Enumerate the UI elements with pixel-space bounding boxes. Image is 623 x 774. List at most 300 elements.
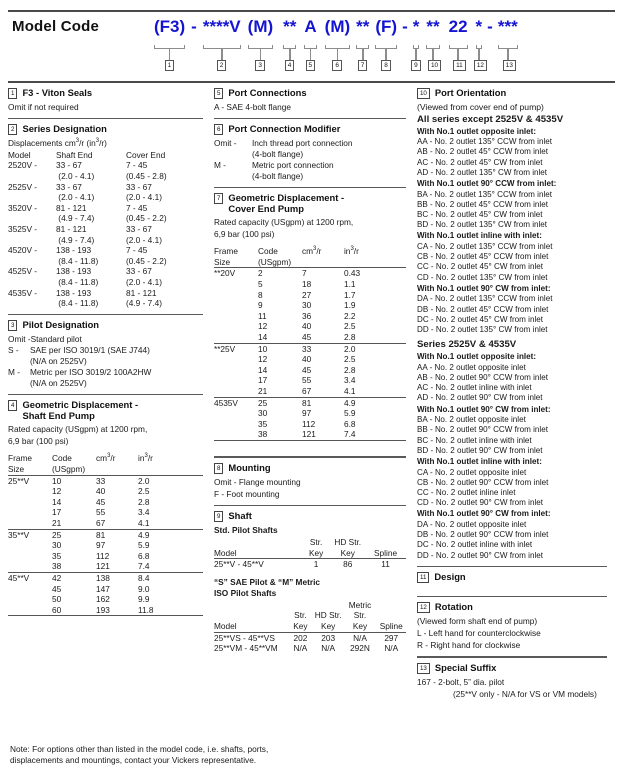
cell: 60 — [52, 604, 62, 615]
port-orientation-caption: (Viewed from cover end of pump) — [416, 101, 544, 112]
cell: 2.2 — [343, 310, 356, 321]
section-badge-10: 10 — [417, 88, 430, 99]
cell: 4.1 — [343, 385, 356, 396]
section-rotation — [417, 601, 607, 651]
cell: 25**V — [8, 475, 52, 486]
cell: 55 — [96, 507, 106, 518]
cell: 7 - 45 — [126, 245, 148, 256]
cell: 5.9 — [343, 408, 356, 419]
section-title-1: F3 - Viton Seals — [22, 86, 93, 98]
model-code-string — [154, 17, 523, 37]
table-row — [8, 605, 203, 616]
table-row — [214, 257, 406, 268]
orientation-item: CC - No. 2 outlet 45° CW from inlet — [416, 262, 543, 272]
std-pilot-shafts-table — [214, 537, 406, 570]
section-title-7 — [228, 192, 344, 214]
section-title-12: Rotation — [434, 601, 473, 613]
code-segment-8: (F) — [375, 17, 398, 36]
cell: 97 — [301, 408, 312, 419]
cell: (2.0 - 4.1) — [56, 171, 95, 182]
cell: 14 — [257, 331, 268, 342]
list-item-value: SAE per ISO 3019/1 (SAE J744) — [30, 345, 150, 356]
section-title-5: Port Connections — [228, 86, 307, 98]
callout-number: 9 — [411, 60, 421, 71]
callout-number: 7 — [358, 60, 368, 71]
cell — [8, 213, 56, 224]
port-connection-modifier-list — [214, 138, 406, 182]
divider — [417, 656, 607, 657]
cell — [8, 584, 52, 595]
list-item-value: Metric port connection — [251, 159, 334, 170]
special-suffix-line1: 167 - 2-bolt, 5” dia. pilot — [416, 676, 505, 687]
cell — [8, 561, 52, 572]
rotation-caption: (Viewed form shaft end of pump) — [416, 616, 538, 627]
section-title-3: Pilot Designation — [22, 319, 100, 331]
divider — [8, 118, 203, 119]
cell: 3.4 — [138, 507, 150, 518]
callout-number: 6 — [332, 60, 342, 71]
std-pilot-shafts-label: Std. Pilot Shafts — [213, 525, 278, 536]
cell: 6.8 — [343, 418, 356, 429]
orientation-item: AB - No. 2 outlet 45° CCW from inlet — [416, 147, 548, 157]
code-segment-3: (M) — [247, 17, 274, 36]
table-row — [214, 548, 406, 559]
cover-end-displacement-table — [214, 246, 406, 451]
orientation-item: DB - No. 2 outlet 45° CCW from inlet — [416, 304, 549, 314]
cell: 9.0 — [138, 583, 150, 594]
table-row — [8, 213, 203, 224]
cell — [214, 600, 288, 621]
cell: 138 — [96, 572, 138, 583]
section-badge-5: 5 — [214, 88, 223, 99]
cell: 27 — [301, 289, 312, 300]
section-badge-9: 9 — [214, 511, 223, 522]
cell: 4.1 — [138, 517, 150, 528]
list-item-key: S - — [8, 345, 19, 356]
cell: 203 — [313, 632, 344, 643]
footer-note-line2: displacements and mountings, contact your Vickers representative. — [10, 755, 257, 765]
cell: 7 - 45 — [126, 160, 148, 171]
code-segment-11: ** — [426, 17, 440, 36]
cell: 7 - 45 — [126, 202, 148, 213]
cell: 292N — [350, 643, 370, 654]
cell — [8, 171, 56, 182]
cell: $in^3/r$ — [138, 453, 153, 464]
table-row — [8, 475, 203, 486]
cell: 86 — [330, 559, 365, 570]
cell: (2.0 - 4.1) — [126, 277, 162, 288]
cell: 25**VS - 45**VS — [214, 632, 288, 643]
orientation-group-header: With No.1 outlet inline with inlet: — [416, 231, 542, 241]
cell: 81 - 121 — [126, 287, 157, 298]
cell: Code — [52, 453, 72, 464]
list-item: R - Right hand for clockwise — [416, 640, 521, 651]
table-row — [8, 464, 203, 475]
section-title-11: Design — [434, 571, 466, 583]
cell: 35 — [52, 550, 62, 561]
cell: Key — [321, 621, 336, 632]
cell: 35**V — [8, 529, 52, 540]
table-row — [214, 397, 406, 408]
cell: 7.4 — [138, 561, 150, 572]
cell — [214, 365, 258, 376]
table-row — [214, 559, 406, 570]
cell — [8, 486, 52, 497]
cell: 297 — [377, 632, 406, 643]
special-suffix-line2: (25**V only - N/A for VS or VM models) — [452, 688, 597, 699]
column-middle — [211, 87, 414, 702]
table-row — [8, 224, 203, 235]
cell: Frame — [213, 246, 238, 257]
cover-end-caption-2: 6,9 bar (100 psi) — [213, 229, 275, 240]
section-badge-13: 13 — [417, 663, 430, 674]
cell: N/A — [293, 643, 308, 654]
list-item-value: Inch thread port connection — [251, 137, 353, 148]
cell: 67 — [301, 385, 312, 396]
cell: 40 — [301, 354, 312, 365]
code-segment-4: ** — [283, 17, 297, 36]
list-item: L - Left hand for counterclockwise — [416, 628, 541, 639]
pilot-designation-list — [8, 334, 203, 389]
cell: (8.4 - 11.8) — [56, 255, 99, 266]
section-title-9: Shaft — [228, 510, 252, 522]
section-badge-1: 1 — [8, 88, 17, 99]
table-row — [8, 486, 203, 497]
sae-metric-label-line1: “S” SAE Pilot & “M” Metric — [213, 576, 320, 587]
section-port-connection-modifier — [214, 123, 406, 182]
list-item — [214, 171, 406, 182]
cell — [52, 616, 96, 627]
cell: Model — [8, 149, 31, 160]
cell: 112 — [96, 550, 110, 561]
page-title: Model Code — [12, 18, 99, 35]
table-row — [8, 182, 203, 193]
code-segment-7: ** — [356, 17, 370, 36]
content-columns — [8, 87, 615, 702]
cell: Size — [213, 256, 231, 267]
section-viton-seals — [8, 87, 203, 113]
orientation-item: AC - No. 2 outlet 45° CW from inlet — [416, 157, 543, 167]
table-row — [214, 311, 406, 322]
cell: HD Str. — [314, 610, 342, 621]
orientation-group-header: With No.1 outlet opposite inlet: — [416, 126, 537, 136]
list-item — [214, 149, 406, 160]
orientation-item: AD - No. 2 outlet 135° CW from inlet — [416, 167, 548, 177]
cell — [96, 464, 138, 475]
list-item — [8, 345, 203, 356]
cell — [214, 537, 302, 548]
orientation-item: CB - No. 2 outlet 90° CCW from inlet — [416, 477, 549, 487]
orientation-item: BB - No. 2 outlet 45° CCW from inlet — [416, 199, 548, 209]
cell: 21 — [257, 385, 268, 396]
table-row — [8, 235, 203, 246]
code-segment-12: 22 — [448, 17, 468, 36]
cell: 97 — [96, 540, 106, 551]
table-row — [214, 246, 406, 257]
iso-pilot-shafts-table — [214, 600, 406, 654]
table-row — [8, 160, 203, 171]
divider — [214, 118, 406, 119]
cell: Spline — [379, 621, 403, 632]
cell — [214, 419, 258, 430]
cell — [365, 537, 406, 548]
table-row — [8, 529, 203, 540]
orientation-item: BA - No. 2 outlet 135° CCW from inlet — [416, 189, 553, 199]
table-row — [8, 288, 203, 299]
series-a-title: All series except 2525V & 4535V — [416, 113, 564, 125]
list-item-value: (N/A on 2525V) — [30, 356, 87, 367]
column-right — [414, 87, 615, 702]
cell: 2.0 — [344, 343, 406, 354]
cell — [214, 279, 258, 290]
cell — [214, 408, 258, 419]
table-row — [8, 298, 203, 309]
cell — [214, 321, 258, 332]
series-a-orientation-list — [417, 127, 607, 336]
cell: 8 — [257, 289, 263, 300]
cell: 11.8 — [138, 604, 154, 615]
cell: Model — [213, 621, 237, 632]
cell: 12 — [52, 486, 62, 497]
orientation-item: CA - No. 2 outlet opposite inlet — [416, 467, 527, 477]
table-row — [8, 203, 203, 214]
cell — [8, 594, 52, 605]
table-row — [214, 354, 406, 365]
cell: Size — [8, 463, 25, 474]
divider — [8, 394, 203, 395]
table-row — [8, 584, 203, 595]
cell: 1.1 — [343, 278, 356, 289]
table-row — [8, 192, 203, 203]
cell: 12 — [257, 321, 268, 332]
orientation-item: CA - No. 2 outlet 135° CCW from inlet — [416, 242, 553, 251]
section-title-6: Port Connection Modifier — [228, 122, 341, 134]
cell: 4.9 — [344, 397, 406, 408]
orientation-item: BD - No. 2 outlet 135° CW from inlet — [416, 220, 548, 230]
section-title-4-line1: Geometric Displacement - — [22, 399, 139, 411]
orientation-item: AA - No. 2 outlet 135° CCW from inlet — [416, 137, 553, 147]
cell: 17 — [257, 375, 268, 386]
cell: 11 — [365, 559, 406, 570]
orientation-group-header: With No.1 outlet 90° CW from inlet: — [416, 283, 551, 293]
cell — [138, 616, 203, 627]
cell: (8.4 - 11.8) — [56, 298, 99, 309]
series-caption: Displacements $cm^3/r$ $(in^3/r)$ — [8, 137, 107, 148]
cell: 30 — [257, 408, 268, 419]
cell: 193 — [96, 604, 110, 615]
cell — [8, 551, 52, 562]
cell — [8, 256, 56, 267]
code-segment-0: (F3) — [154, 17, 186, 36]
cell: Cover End — [126, 149, 166, 160]
cell: 162 — [96, 594, 110, 605]
section-mounting — [214, 462, 406, 500]
section-badge-3: 3 — [8, 320, 17, 331]
cell: 35 — [257, 418, 268, 429]
cell — [8, 192, 56, 203]
cell: 81 - 121 — [56, 224, 87, 235]
section-badge-4: 4 — [8, 400, 17, 411]
column-left — [8, 87, 211, 702]
cell: 2.5 — [138, 486, 150, 497]
cell: 14 — [52, 496, 62, 507]
cell: 2.8 — [138, 496, 150, 507]
table-row — [8, 497, 203, 508]
cell: 138 - 193 — [56, 266, 92, 277]
cell: Key — [293, 621, 308, 632]
cell: Shaft End — [56, 149, 93, 160]
cell: Str. — [309, 537, 323, 548]
cell: 11 — [257, 310, 267, 321]
cell: Metric Str. — [348, 599, 372, 621]
table-row — [214, 419, 406, 430]
cell: (0.45 - 2.8) — [126, 171, 167, 182]
cell — [344, 257, 406, 268]
code-segment-14: - — [487, 17, 493, 36]
cell — [8, 605, 52, 616]
cell: 33 — [302, 343, 344, 354]
cell: (0.45 - 2.2) — [126, 255, 167, 266]
cell: 25**VM - 45**VM — [213, 643, 278, 654]
cell — [377, 600, 406, 621]
table-row — [214, 632, 406, 643]
cell: 18 — [301, 278, 312, 289]
callout-number: 1 — [165, 60, 175, 71]
cell: 21 — [52, 517, 62, 528]
cell: HD Str. — [334, 537, 362, 548]
cell: 121 — [301, 429, 316, 440]
orientation-item: BC - No. 2 outlet 45° CW from inlet — [416, 210, 543, 219]
cell: (2.0 - 4.1) — [126, 234, 162, 245]
table-row — [8, 150, 203, 161]
cell — [214, 354, 258, 365]
model-code-callouts — [8, 45, 615, 79]
cell: 33 - 67 — [56, 181, 82, 192]
cell: 138 - 193 — [56, 287, 92, 298]
list-item: F - Foot mounting — [213, 488, 280, 499]
cell: 121 — [96, 561, 110, 572]
cell: 45**V — [8, 572, 52, 583]
cell — [8, 616, 52, 627]
cell: 2.8 — [343, 364, 356, 375]
orientation-item: DB - No. 2 outlet 90° CCW from inlet — [416, 530, 549, 540]
code-segment-5: A — [304, 17, 317, 36]
cell: 112 — [301, 418, 316, 429]
section-title-13: Special Suffix — [434, 661, 497, 673]
callout-number: 11 — [453, 60, 466, 71]
cell — [344, 440, 406, 451]
cell: Str. — [294, 610, 307, 621]
table-row — [8, 453, 203, 464]
section-title-10: Port Orientation — [434, 86, 507, 98]
section-port-connections — [214, 87, 406, 113]
orientation-group-header: With No.1 outlet inline with inlet: — [416, 457, 542, 467]
cell: (2.0 - 4.1) — [56, 192, 95, 203]
cell: 6.8 — [138, 550, 150, 561]
table-row — [8, 266, 203, 277]
cell: 45 — [52, 583, 62, 594]
footer-note — [10, 744, 410, 766]
section-title-4-line2: Shaft End Pump — [22, 410, 95, 422]
cell: (0.45 - 2.2) — [126, 213, 167, 224]
cell: 2520V - — [8, 160, 38, 171]
cell: 33 - 67 — [126, 224, 152, 235]
cell: Frame — [8, 453, 32, 464]
cell — [214, 332, 258, 343]
orientation-item: BC - No. 2 outlet inline with inlet — [416, 435, 532, 445]
cell: 2 — [258, 268, 302, 279]
orientation-item: AC - No. 2 outlet inline with inlet — [416, 383, 532, 393]
cell: Code — [257, 246, 278, 257]
orientation-group-header: With No.1 outlet 90° CW from inlet: — [416, 404, 551, 414]
series-designation-table — [8, 150, 203, 309]
section-geo-disp-cover-end — [214, 192, 406, 451]
section-port-orientation — [417, 87, 607, 561]
cell: 42 — [52, 572, 96, 583]
table-row — [8, 507, 203, 518]
section-badge-8: 8 — [214, 463, 223, 474]
table-row — [8, 551, 203, 562]
mounting-list — [214, 477, 406, 500]
cell: (USgpm) — [52, 463, 86, 474]
table-row — [214, 375, 406, 386]
table-row — [8, 518, 203, 529]
cell: **25V — [214, 343, 258, 354]
cell — [8, 497, 52, 508]
cell — [138, 464, 203, 475]
cell: 45 — [301, 364, 312, 375]
cell — [8, 235, 56, 246]
cell: 81 — [302, 397, 344, 408]
callout-number: 3 — [255, 60, 265, 71]
cell: 2.8 — [343, 331, 356, 342]
code-segment-13: * — [475, 17, 483, 36]
list-item-key — [214, 171, 252, 182]
cell — [302, 257, 344, 268]
list-item: Omit - Flange mounting — [213, 476, 301, 487]
table-row — [8, 245, 203, 256]
table-row — [214, 279, 406, 290]
cell: 4535V — [214, 397, 258, 408]
viton-seals-body: Omit if not required — [8, 101, 79, 112]
orientation-item: CB - No. 2 outlet 45° CCW from inlet — [416, 252, 549, 262]
table-row — [8, 540, 203, 551]
callout-number: 8 — [381, 60, 391, 71]
cell — [8, 298, 56, 309]
table-row — [8, 277, 203, 288]
cell: 138 - 193 — [56, 245, 92, 256]
list-item-value: Metric per ISO 3019/2 100A2HW — [30, 367, 152, 378]
orientation-group-header: With No.1 outlet opposite inlet: — [416, 352, 537, 362]
cell: 9.9 — [138, 594, 150, 605]
rotation-list — [417, 628, 607, 651]
cell: 2525V - — [8, 181, 38, 192]
orientation-item: CC - No. 2 outlet inline inlet — [416, 488, 516, 498]
cell: Key — [340, 547, 355, 558]
table-row — [214, 408, 406, 419]
cell: 1.7 — [343, 289, 356, 300]
cell: 10 — [52, 475, 96, 486]
series-b-orientation-list — [417, 352, 607, 561]
orientation-item: BA - No. 2 outlet opposite inlet — [416, 415, 526, 425]
orientation-item: CD - No. 2 outlet 135° CW from inlet — [416, 272, 548, 282]
cell: $in^3/r$ — [343, 246, 359, 257]
sae-metric-label-line2: ISO Pilot Shafts — [213, 587, 277, 598]
orientation-item: AB - No. 2 outlet 90° CCW from inlet — [416, 373, 548, 383]
sae-metric-pilot-shafts-label — [214, 577, 406, 599]
cell: $cm^3/r$ — [96, 453, 116, 464]
orientation-item: DA - No. 2 outlet 135° CCW from inlet — [416, 294, 553, 304]
